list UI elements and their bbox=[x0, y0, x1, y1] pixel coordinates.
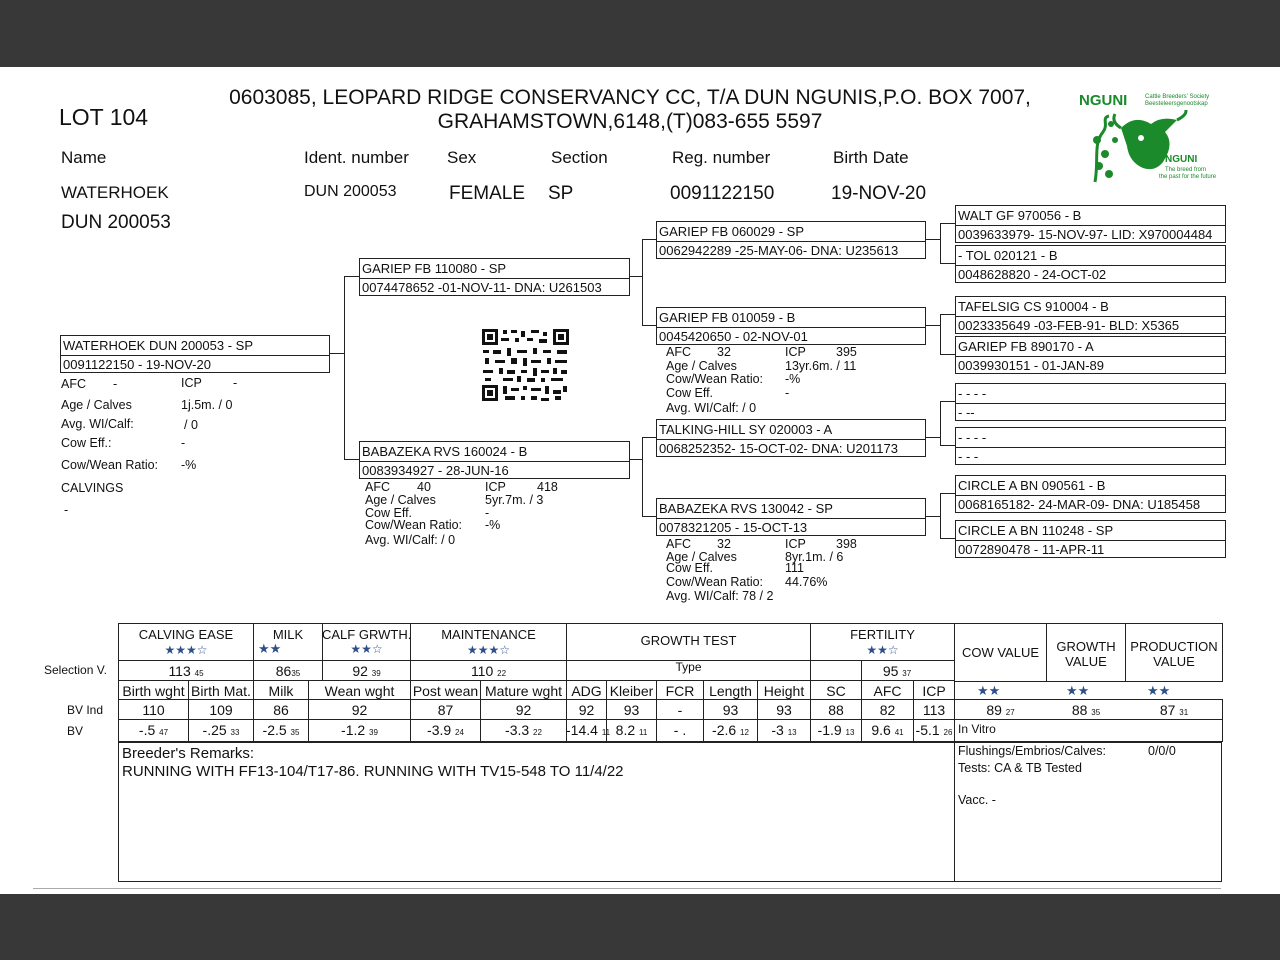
bv-number: -3 bbox=[771, 722, 784, 738]
cow-value bbox=[954, 702, 1047, 718]
bv-ind-value: 92 bbox=[515, 702, 532, 718]
growth-test-label: GROWTH TEST bbox=[640, 633, 737, 648]
bv-accuracy: 12 bbox=[740, 728, 749, 737]
cow-value-stars: ★★ bbox=[977, 683, 1001, 698]
calvings-label: CALVINGS bbox=[61, 481, 124, 495]
production-value bbox=[1125, 702, 1223, 718]
bv-number: -14.4 bbox=[566, 722, 598, 738]
label-ident: Ident. number bbox=[304, 148, 409, 167]
bv-number: 8.2 bbox=[615, 722, 636, 738]
gg5-line-2: - -- bbox=[958, 405, 975, 420]
dam-afc: 40 bbox=[417, 480, 431, 494]
calving-ease-label: CALVING EASE bbox=[138, 627, 234, 642]
breeder-line-1: 0603085, LEOPARD RIDGE CONSERVANCY CC, T/A DUN NGUNIS,P.O. BOX 7007, bbox=[229, 86, 1031, 109]
calf-growth-stars: ★★☆ bbox=[350, 642, 383, 656]
bv-accuracy: 13 bbox=[787, 728, 797, 737]
bv-ind-value: 109 bbox=[209, 702, 233, 718]
gg8-line-1: CIRCLE A BN 110248 - SP bbox=[958, 523, 1114, 538]
sire-sire-line-1: GARIEP FB 060029 - SP bbox=[659, 224, 804, 239]
tests-text: Tests: CA & TB Tested bbox=[958, 761, 1082, 775]
bv-value bbox=[656, 722, 704, 738]
sd-cow-wean-label: Cow/Wean Ratio: bbox=[666, 372, 764, 386]
bv-ind-value: 110 bbox=[142, 702, 165, 718]
bv-accuracy: 22 bbox=[533, 728, 542, 737]
growth-value bbox=[1046, 702, 1126, 718]
sire-dam-line-1: GARIEP FB 010059 - B bbox=[659, 310, 796, 325]
flushings-value: 0/0/0 bbox=[1148, 744, 1176, 758]
gg3-line-2: 0023335649 -03-FEB-91- BLD: X5365 bbox=[958, 318, 1180, 333]
fertility-label: FERTILITY bbox=[850, 627, 915, 642]
lot-number: LOT 104 bbox=[59, 104, 149, 130]
gg1-line-2: 0039633979- 15-NOV-97- LID: X970004484 bbox=[958, 227, 1213, 242]
bv-column-header: ICP bbox=[922, 683, 946, 699]
footer-rule bbox=[33, 888, 1221, 889]
sire-dam-stats bbox=[666, 346, 906, 416]
sel-calving-ease-acc: 45 bbox=[194, 669, 204, 678]
bv-value bbox=[861, 722, 914, 738]
bv-ind-value: 93 bbox=[623, 702, 640, 718]
gg6-line-1: - - - - bbox=[958, 430, 987, 445]
subject-stats bbox=[61, 376, 301, 516]
maintenance-label: MAINTENANCE bbox=[441, 627, 536, 642]
qr-code-icon bbox=[481, 328, 570, 402]
bv-column-header: AFC bbox=[873, 683, 902, 699]
sd-icp: 395 bbox=[836, 345, 857, 359]
bv-value bbox=[188, 722, 254, 738]
bv-accuracy: 39 bbox=[369, 728, 378, 737]
gg1-line-1: WALT GF 970056 - B bbox=[958, 208, 1082, 223]
subject-line-2: 0091122150 - 19-NOV-20 bbox=[63, 357, 211, 372]
bv-column-header: FCR bbox=[665, 683, 695, 699]
dam-dam-line-2: 0078321205 - 15-OCT-13 bbox=[659, 520, 808, 535]
sd-wi: Avg. WI/Calf: / 0 bbox=[666, 401, 757, 415]
bv-accuracy: 41 bbox=[894, 728, 904, 737]
bv-column-header: Post wean bbox=[412, 683, 479, 699]
sel-maintenance bbox=[410, 663, 567, 679]
breeder-line-2: GRAHAMSTOWN,6148,(T)083-655 5597 bbox=[437, 110, 823, 133]
growth-value-acc: 35 bbox=[1091, 708, 1101, 717]
sire-dam-line-2: 0045420650 - 02-NOV-01 bbox=[659, 329, 808, 344]
sire-line-2: 0074478652 -01-NOV-11- DNA: U261503 bbox=[362, 280, 602, 295]
in-vitro-label: In Vitro bbox=[958, 722, 996, 736]
subject-wi: / 0 bbox=[184, 418, 198, 432]
remarks-label: Breeder's Remarks: bbox=[122, 745, 255, 762]
bv-number: -.5 bbox=[138, 722, 156, 738]
bv-number: -2.5 bbox=[262, 722, 287, 738]
bv-ind-value: 92 bbox=[351, 702, 368, 718]
cow-value-number: 89 bbox=[986, 702, 1002, 718]
bv-value bbox=[308, 722, 411, 738]
dam-sire-line-2: 0068252352- 15-OCT-02- DNA: U201173 bbox=[659, 441, 898, 456]
animal-ident: DUN 200053 bbox=[304, 183, 397, 200]
logo-society-1: Cattle Breeders' Society bbox=[1145, 94, 1210, 100]
bv-value bbox=[410, 722, 481, 738]
dd-afc-label: AFC bbox=[666, 537, 691, 551]
sel-sc-cell bbox=[810, 660, 862, 681]
gg8-line-2: 0072890478 - 11-APR-11 bbox=[958, 542, 1105, 557]
sel-fertility-acc: 37 bbox=[902, 669, 912, 678]
bv-number: -.25 bbox=[202, 722, 227, 738]
label-name: Name bbox=[61, 148, 107, 167]
sel-milk bbox=[253, 663, 323, 679]
dd-age-label: Age / Calves bbox=[666, 550, 737, 564]
selection-label: Selection V. bbox=[44, 663, 107, 677]
gg-box-7 bbox=[955, 475, 1226, 513]
subject-cow-wean: -% bbox=[181, 458, 197, 472]
sel-maintenance-value: 110 bbox=[470, 663, 494, 679]
gg-box-1 bbox=[955, 205, 1226, 243]
animal-section: SP bbox=[548, 183, 574, 204]
bv-column-header: Kleiber bbox=[609, 683, 654, 699]
logo-badge: NGUNI bbox=[1165, 154, 1198, 165]
bv-column-header: SC bbox=[826, 683, 846, 699]
sel-calf-growth bbox=[322, 663, 411, 679]
dam-box bbox=[359, 441, 630, 479]
label-reg: Reg. number bbox=[672, 148, 771, 167]
production-value-stars: ★★ bbox=[1147, 683, 1171, 698]
dam-age: 5yr.7m. / 3 bbox=[485, 493, 544, 507]
sel-fertility bbox=[861, 663, 933, 679]
bv-value bbox=[757, 722, 811, 738]
dd-icp-label: ICP bbox=[785, 537, 806, 551]
gg-box-5 bbox=[955, 383, 1226, 421]
sd-icp-label: ICP bbox=[785, 345, 806, 359]
dd-wi: Avg. WI/Calf: 78 / 2 bbox=[666, 589, 774, 603]
bv-column-header: ADG bbox=[571, 683, 602, 699]
growth-value-label-2: VALUE bbox=[1065, 654, 1107, 669]
fertility-stars: ★★☆ bbox=[866, 643, 899, 657]
bv-accuracy: 26 bbox=[943, 728, 953, 737]
dam-dam-line-1: BABAZEKA RVS 130042 - SP bbox=[659, 501, 833, 516]
label-section: Section bbox=[551, 148, 608, 167]
dd-cow-wean: 44.76% bbox=[785, 575, 828, 589]
dam-dam-stats bbox=[666, 538, 906, 608]
growth-value-label-1: GROWTH bbox=[1056, 639, 1116, 654]
gg-box-2 bbox=[955, 245, 1226, 283]
gg-box-8 bbox=[955, 520, 1226, 558]
subject-afc: - bbox=[113, 377, 118, 391]
dam-sire-line-1: TALKING-HILL SY 020003 - A bbox=[659, 422, 833, 437]
dd-cow-eff-label: Cow Eff. bbox=[666, 561, 714, 575]
milk-label: MILK bbox=[272, 627, 304, 642]
subject-age-label: Age / Calves bbox=[61, 398, 132, 412]
bv-column-header: Wean wght bbox=[324, 683, 395, 699]
dam-cow-eff: - bbox=[485, 506, 490, 520]
bv-value bbox=[118, 722, 189, 738]
gg-box-3 bbox=[955, 296, 1226, 334]
bv-accuracy: 33 bbox=[230, 728, 240, 737]
dd-cow-eff: 111 bbox=[785, 561, 805, 575]
sd-age: 13yr.6m. / 11 bbox=[785, 359, 857, 373]
subject-line-1: WATERHOEK DUN 200053 - SP bbox=[63, 338, 253, 353]
sire-dam-box bbox=[656, 307, 926, 345]
sel-milk-value: 86 bbox=[275, 663, 292, 679]
production-value-acc: 31 bbox=[1179, 708, 1189, 717]
gg7-line-1: CIRCLE A BN 090561 - B bbox=[958, 478, 1106, 493]
bv-number: -1.9 bbox=[817, 722, 842, 738]
dam-cow-wean-label: Cow/Wean Ratio: bbox=[365, 518, 463, 532]
animal-reg: 0091122150 bbox=[670, 183, 775, 204]
bv-ind-value: 113 bbox=[922, 702, 946, 718]
gg3-line-1: TAFELSIG CS 910004 - B bbox=[958, 299, 1109, 314]
subject-cow-eff: - bbox=[181, 436, 186, 450]
sel-calf-growth-value: 92 bbox=[352, 663, 368, 679]
bv-column-header: Birth wght bbox=[122, 683, 185, 699]
bv-value bbox=[703, 722, 758, 738]
bv-ind-value: - bbox=[677, 702, 683, 718]
gg2-line-1: - TOL 020121 - B bbox=[958, 248, 1058, 263]
production-value-number: 87 bbox=[1159, 702, 1176, 718]
dam-afc-label: AFC bbox=[365, 480, 390, 494]
bv-number: -2.6 bbox=[712, 722, 737, 738]
dam-dam-box bbox=[656, 498, 926, 536]
sire-box bbox=[359, 258, 630, 296]
bv-number: -5.1 bbox=[915, 722, 940, 738]
gg4-line-2: 0039930151 - 01-JAN-89 bbox=[958, 358, 1104, 373]
subject-cow-wean-label: Cow/Wean Ratio: bbox=[61, 458, 159, 472]
sd-afc-label: AFC bbox=[666, 345, 691, 359]
bv-value bbox=[913, 722, 955, 738]
dd-cow-wean-label: Cow/Wean Ratio: bbox=[666, 575, 764, 589]
bv-ind-value: 88 bbox=[828, 702, 844, 718]
bv-ind-value: 82 bbox=[879, 702, 896, 718]
bv-label: BV bbox=[67, 724, 84, 738]
bv-accuracy: 47 bbox=[159, 728, 169, 737]
logo-tagline-2: the past for the future bbox=[1159, 174, 1217, 180]
bv-accuracy: 11 bbox=[639, 728, 648, 737]
sd-cow-eff-label: Cow Eff. bbox=[666, 386, 714, 400]
animal-sex: FEMALE bbox=[449, 183, 526, 204]
bv-value bbox=[810, 722, 862, 738]
remarks-divider bbox=[954, 742, 955, 882]
sire-sire-box bbox=[656, 221, 926, 259]
dam-line-1: BABAZEKA RVS 160024 - B bbox=[362, 444, 528, 459]
subject-afc-label: AFC bbox=[61, 377, 86, 391]
dd-afc: 32 bbox=[717, 537, 731, 551]
calving-ease-stars: ★★★☆ bbox=[164, 643, 208, 657]
logo-society-2: Beesteleersgenootskap bbox=[1145, 101, 1208, 107]
vacc-text: Vacc. - bbox=[958, 793, 996, 807]
bv-column-header: Birth Mat. bbox=[191, 683, 251, 699]
dd-age: 8yr.1m. / 6 bbox=[785, 550, 844, 564]
gg5-line-1: - - - - bbox=[958, 386, 987, 401]
subject-icp-label: ICP bbox=[181, 376, 202, 390]
bv-accuracy: 35 bbox=[290, 728, 300, 737]
bv-accuracy: 11 bbox=[601, 728, 611, 737]
nguni-logo bbox=[1079, 90, 1217, 196]
subject-wi-label: Avg. WI/Calf: bbox=[61, 417, 134, 431]
calf-growth-label: CALF GRWTH. bbox=[322, 627, 412, 642]
dam-wi: Avg. WI/Calf: / 0 bbox=[365, 533, 456, 547]
sire-line-1: GARIEP FB 110080 - SP bbox=[362, 261, 507, 276]
remarks-text: RUNNING WITH FF13-104/T17-86. RUNNING WITH TV15-548 TO 11/4/22 bbox=[122, 763, 624, 780]
gg-box-6 bbox=[955, 427, 1226, 465]
sel-maintenance-acc: 22 bbox=[497, 669, 507, 678]
sel-calving-ease bbox=[118, 663, 254, 679]
sel-milk-acc: 35 bbox=[291, 669, 301, 678]
bv-value bbox=[606, 722, 657, 738]
production-value-label-2: VALUE bbox=[1153, 654, 1195, 669]
maintenance-stars: ★★★☆ bbox=[466, 643, 511, 657]
logo-tagline-1: The breed from bbox=[1165, 167, 1207, 173]
calvings-value: - bbox=[64, 503, 69, 517]
bv-number: -3.3 bbox=[505, 722, 530, 738]
bv-column-header: Milk bbox=[268, 683, 294, 699]
bv-column-header: Height bbox=[763, 683, 805, 699]
pedigree-document bbox=[0, 67, 1280, 894]
bv-column-header: Length bbox=[709, 683, 752, 699]
sel-fertility-value: 95 bbox=[882, 663, 899, 679]
sire-sire-line-2: 0062942289 -25-MAY-06- DNA: U235613 bbox=[659, 243, 899, 258]
gg7-line-2: 0068165182- 24-MAR-09- DNA: U185458 bbox=[958, 497, 1201, 512]
growth-value-stars: ★★ bbox=[1066, 683, 1090, 698]
growth-value-number: 88 bbox=[1071, 702, 1088, 718]
subject-cow-eff-label: Cow Eff.: bbox=[61, 436, 112, 450]
bv-number: - . bbox=[673, 722, 687, 738]
bv-column-header: Mature wght bbox=[484, 683, 563, 699]
dam-cow-wean: -% bbox=[485, 518, 501, 532]
bv-value bbox=[253, 722, 309, 738]
label-sex: Sex bbox=[447, 148, 477, 167]
sd-cow-eff: - bbox=[785, 386, 790, 400]
bv-ind-value: 87 bbox=[437, 702, 454, 718]
label-birth: Birth Date bbox=[833, 148, 909, 167]
cow-value-acc: 27 bbox=[1005, 708, 1015, 717]
flushings-label: Flushings/Embrios/Calves: bbox=[958, 744, 1106, 758]
bv-value bbox=[480, 722, 567, 738]
bv-number: -1.2 bbox=[341, 722, 366, 738]
sel-calf-growth-acc: 39 bbox=[371, 669, 381, 678]
top-frame bbox=[0, 0, 1280, 67]
bottom-frame bbox=[0, 894, 1280, 960]
subject-box bbox=[60, 335, 330, 373]
bv-ind-value: 92 bbox=[578, 702, 595, 718]
sel-calving-ease-value: 113 bbox=[168, 663, 191, 679]
gg-box-4 bbox=[955, 336, 1226, 374]
bv-number: -3.9 bbox=[427, 722, 452, 738]
gg4-line-1: GARIEP FB 890170 - A bbox=[958, 339, 1094, 354]
dam-age-label: Age / Calves bbox=[365, 493, 436, 507]
cow-value-label: COW VALUE bbox=[961, 645, 1040, 660]
bv-ind-value: 93 bbox=[722, 702, 739, 718]
logo-name: NGUNI bbox=[1079, 92, 1128, 109]
dam-line-2: 0083934927 - 28-JUN-16 bbox=[362, 463, 509, 478]
bv-ind-value: 86 bbox=[273, 702, 289, 718]
subject-icp: - bbox=[233, 376, 238, 390]
bv-accuracy: 24 bbox=[455, 728, 464, 737]
bv-value bbox=[566, 722, 611, 738]
sd-age-label: Age / Calves bbox=[666, 359, 737, 373]
bv-ind-value: 93 bbox=[776, 702, 792, 718]
dd-icp: 398 bbox=[836, 537, 857, 551]
milk-stars: ★★ bbox=[258, 641, 282, 656]
gg2-line-2: 0048628820 - 24-OCT-02 bbox=[958, 267, 1107, 282]
dam-stats bbox=[365, 481, 605, 551]
dam-icp: 418 bbox=[537, 480, 558, 494]
sd-afc: 32 bbox=[717, 345, 731, 359]
dam-cow-eff-label: Cow Eff. bbox=[365, 506, 413, 520]
sd-cow-wean: -% bbox=[785, 372, 801, 386]
type-label: Type bbox=[675, 660, 702, 674]
dam-sire-box bbox=[656, 419, 926, 457]
dam-icp-label: ICP bbox=[485, 480, 506, 494]
animal-birth: 19-NOV-20 bbox=[831, 183, 927, 204]
bv-ind-label: BV Ind bbox=[67, 703, 104, 717]
bv-accuracy: 13 bbox=[845, 728, 855, 737]
bv-number: 9.6 bbox=[871, 722, 891, 738]
gg6-line-2: - - - bbox=[958, 449, 979, 464]
subject-age: 1j.5m. / 0 bbox=[181, 398, 233, 412]
animal-ident-large: DUN 200053 bbox=[61, 212, 171, 233]
animal-name: WATERHOEK bbox=[61, 183, 169, 202]
production-value-label-1: PRODUCTION bbox=[1130, 639, 1218, 654]
